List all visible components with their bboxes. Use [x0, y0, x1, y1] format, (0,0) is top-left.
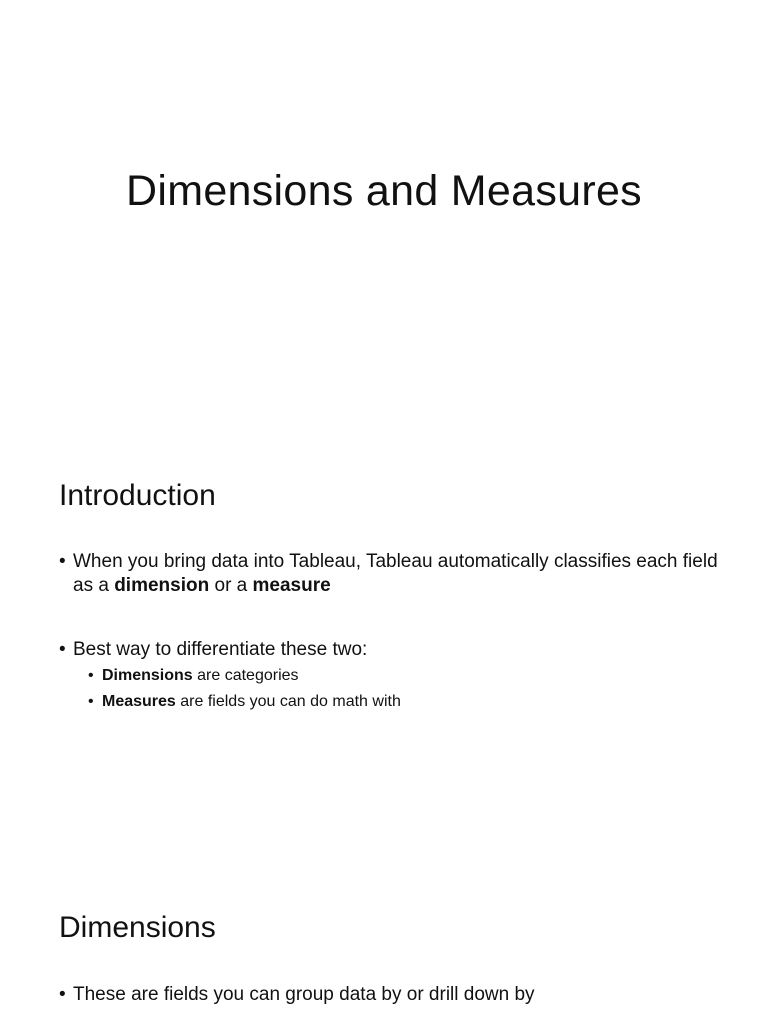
bullet-classification — [59, 550, 733, 598]
presentation-title: Dimensions and Measures — [126, 167, 642, 215]
bullet-text: or a — [209, 575, 253, 596]
bullet-group-data: • These are fields you can group data by or drill down by — [59, 983, 733, 1007]
slide-dimensions — [0, 864, 768, 1024]
bold-term-dimension: dimension — [114, 575, 210, 596]
bullet-text: When you bring data into Tableau, Tableau automatically classifies each field as a — [73, 551, 718, 596]
slide-introduction — [0, 432, 768, 852]
slide-heading: Introduction — [59, 479, 216, 512]
sub-bullet-text: are categories — [192, 667, 299, 684]
sub-bullet-measures — [88, 691, 702, 713]
sub-bullet-text: are fields you can do math with — [175, 693, 401, 710]
bold-term-measure: measure — [252, 575, 331, 596]
slide-heading: Dimensions — [59, 911, 216, 944]
sub-bullet-dimensions — [88, 665, 702, 687]
bullet-differentiate: • Best way to differentiate these two: — [59, 638, 733, 662]
slide-title-page — [0, 0, 768, 420]
bold-term-measures: Measures — [102, 693, 176, 710]
bold-term-dimensions: Dimensions — [102, 667, 193, 684]
